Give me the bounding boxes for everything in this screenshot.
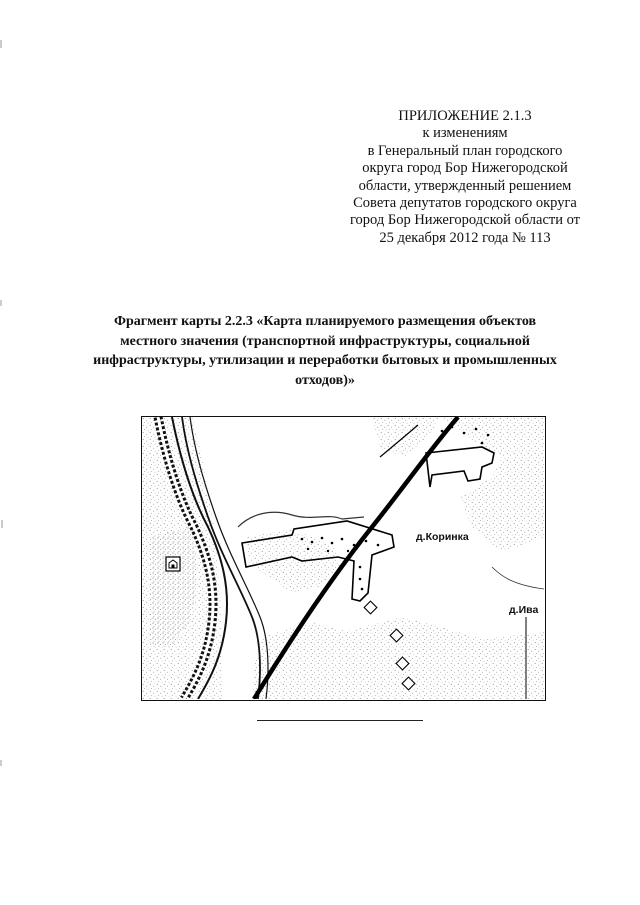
appendix-line: к изменениям	[422, 125, 508, 142]
appendix-line: округа город Бор Нижегородской	[362, 160, 568, 177]
stream	[238, 512, 364, 527]
appendix-line: Совета депутатов городского округа	[353, 195, 577, 212]
appendix-line: 25 декабря 2012 года № 113	[379, 229, 551, 246]
appendix-title: ПРИЛОЖЕНИЕ 2.1.3	[398, 108, 532, 124]
appendix-line: области, утвержденный решением	[358, 177, 572, 194]
map-drawing	[142, 417, 544, 699]
road	[492, 567, 544, 589]
village-label-iva: д.Ива	[509, 604, 539, 616]
map-caption	[80, 312, 570, 390]
settlement-symbol-icon	[166, 557, 180, 571]
village-label-korinka: д.Коринка	[416, 531, 469, 543]
separator-line	[257, 720, 423, 721]
appendix-header	[330, 108, 600, 247]
appendix-line: в Генеральный план городского	[367, 142, 563, 159]
caption-line: инфраструктуры, утилизации и переработки бытовых и промышленных	[93, 353, 557, 368]
appendix-line: город Бор Нижегородской области от	[349, 212, 581, 229]
caption-line: отходов)»	[295, 372, 355, 388]
caption-line: Фрагмент карты 2.2.3 «Карта планируемого размещения объектов	[113, 314, 537, 329]
caption-line: местного значения (транспортной инфраструктуры, социальной	[120, 333, 530, 349]
map-fragment	[141, 416, 546, 701]
scan-edge-marks	[0, 0, 6, 905]
planned-zone	[426, 447, 494, 487]
